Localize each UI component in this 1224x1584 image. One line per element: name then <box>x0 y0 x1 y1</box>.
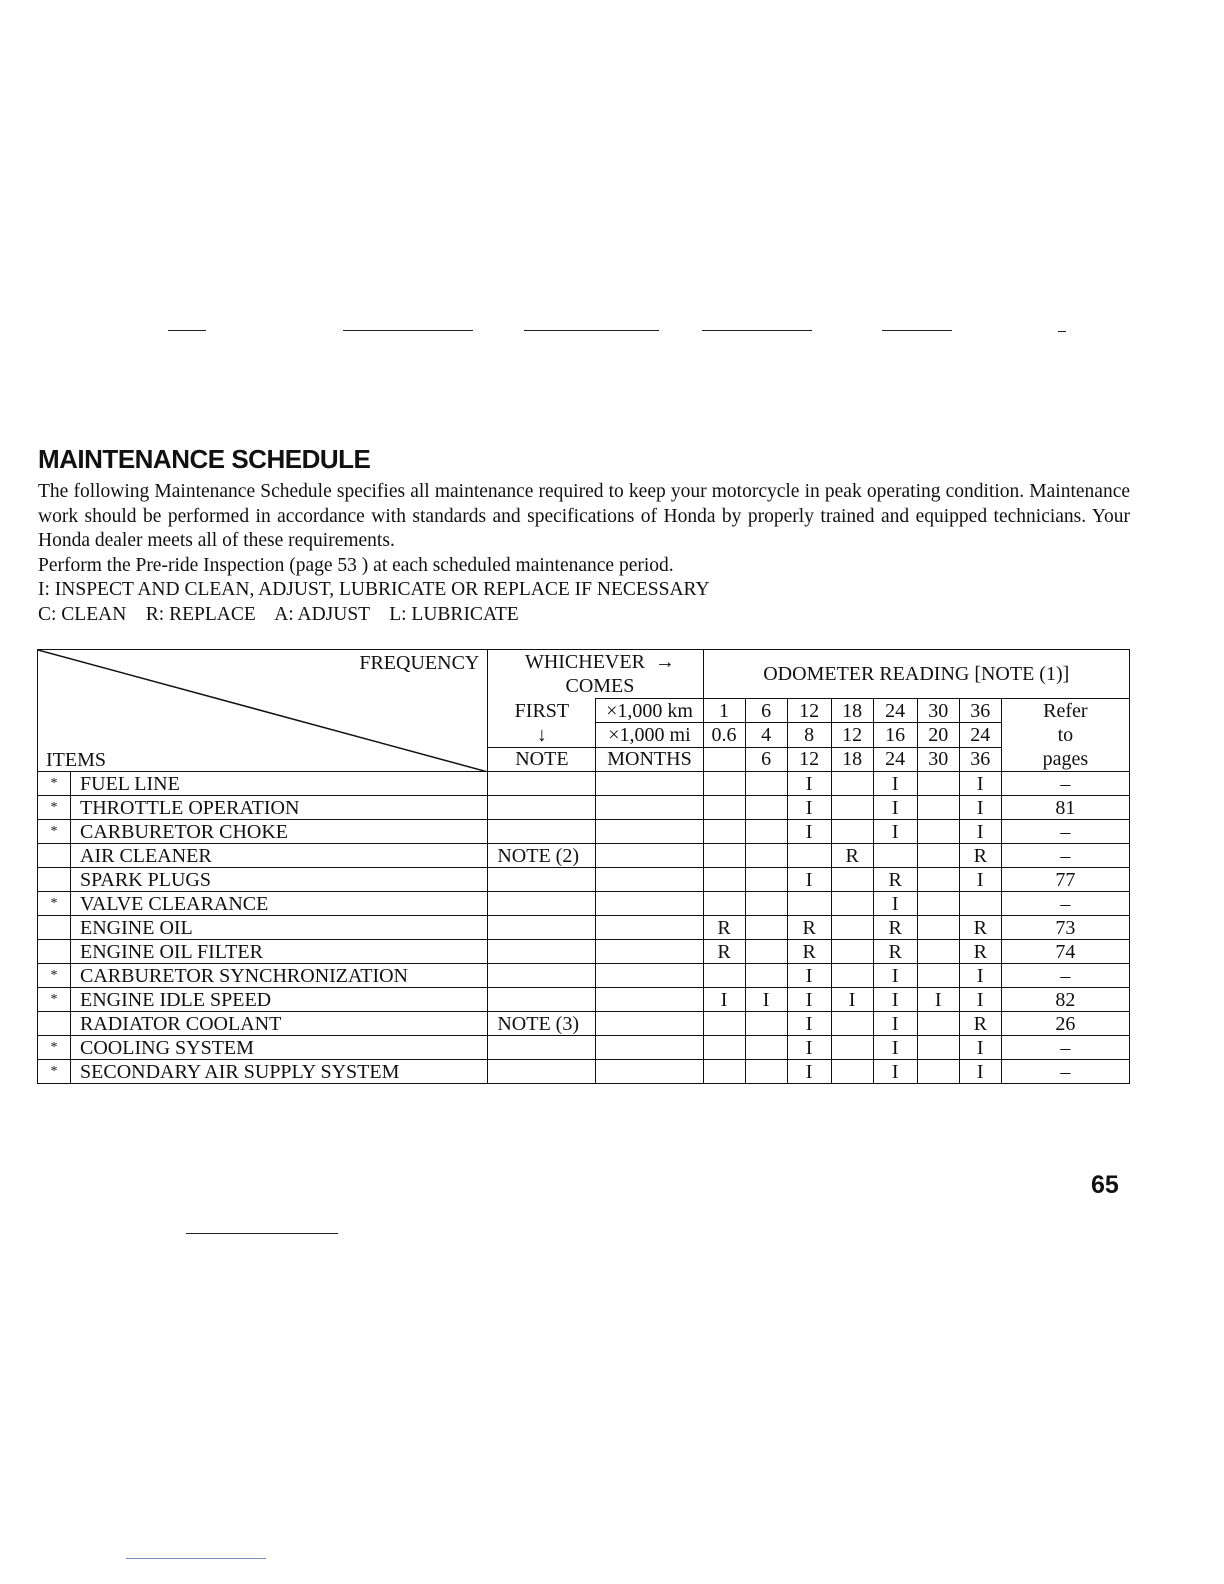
note-label: NOTE <box>488 747 596 771</box>
service-mark: I <box>873 1060 917 1084</box>
table-row <box>38 940 1130 964</box>
service-mark <box>917 796 959 820</box>
reference-page: – <box>1001 964 1129 988</box>
table-row <box>38 820 1130 844</box>
item-note <box>488 988 596 1012</box>
table-row <box>38 964 1130 988</box>
service-mark <box>831 796 873 820</box>
service-mark <box>917 964 959 988</box>
intro-paragraph: The following Maintenance Schedule specifies all maintenance required to keep your motorcycle in peak operating condition. Maintenance work should be performed in accordance with standards and specifications of Honda by properly trained and equipped technicians. Your Honda dealer meets all of these requirements. <box>38 481 1130 551</box>
reference-page: – <box>1001 892 1129 916</box>
service-mark: R <box>787 940 831 964</box>
service-mark <box>745 1012 787 1036</box>
service-mark: I <box>787 820 831 844</box>
item-name: COOLING SYSTEM <box>71 1036 488 1060</box>
service-mark <box>745 916 787 940</box>
months-cell <box>596 988 703 1012</box>
service-mark <box>745 796 787 820</box>
preride-note: Perform the Pre-ride Inspection (page 53 ) at each scheduled maintenance period. <box>38 554 674 576</box>
page-title: MAINTENANCE SCHEDULE <box>38 444 371 474</box>
service-mark <box>745 892 787 916</box>
service-mark: I <box>873 892 917 916</box>
table-row <box>38 844 1130 868</box>
service-mark <box>831 940 873 964</box>
service-mark <box>703 1012 745 1036</box>
month-value: 12 <box>787 747 831 771</box>
decorative-rule <box>168 330 206 331</box>
item-name: VALVE CLEARANCE <box>71 892 488 916</box>
item-name: SPARK PLUGS <box>71 868 488 892</box>
km-value: 24 <box>873 699 917 723</box>
odometer-header: ODOMETER READING [NOTE (1)] <box>703 650 1129 699</box>
reference-page: – <box>1001 820 1129 844</box>
service-mark <box>917 1060 959 1084</box>
table-row <box>38 916 1130 940</box>
service-mark: I <box>959 868 1001 892</box>
dealer-service-mark: * <box>38 892 71 916</box>
table-row <box>38 1036 1130 1060</box>
service-mark <box>745 964 787 988</box>
service-mark: R <box>959 844 1001 868</box>
service-mark: R <box>873 916 917 940</box>
month-value <box>703 747 745 771</box>
service-mark <box>787 892 831 916</box>
decorative-rule <box>1058 331 1066 332</box>
km-label: ×1,000 km <box>596 699 703 723</box>
service-mark: I <box>831 988 873 1012</box>
decorative-rule <box>882 330 952 331</box>
table-row <box>38 1012 1130 1036</box>
comes-label: COMES <box>565 675 635 697</box>
reference-page: 82 <box>1001 988 1129 1012</box>
dealer-service-mark <box>38 1012 71 1036</box>
service-mark <box>745 820 787 844</box>
service-mark: I <box>959 964 1001 988</box>
service-mark: I <box>787 772 831 796</box>
reference-page: 81 <box>1001 796 1129 820</box>
dealer-service-mark: * <box>38 796 71 820</box>
month-value: 6 <box>745 747 787 771</box>
month-value: 36 <box>959 747 1001 771</box>
service-mark: I <box>917 988 959 1012</box>
mi-value: 16 <box>873 723 917 747</box>
item-name: FUEL LINE <box>71 772 488 796</box>
item-name: SECONDARY AIR SUPPLY SYSTEM <box>71 1060 488 1084</box>
decorative-rule <box>343 330 473 331</box>
decorative-rule <box>126 1558 266 1559</box>
item-note <box>488 1060 596 1084</box>
whichever-label: WHICHEVER → <box>524 651 675 673</box>
decorative-rule <box>702 330 812 331</box>
km-value: 30 <box>917 699 959 723</box>
dealer-service-mark: * <box>38 964 71 988</box>
service-mark: I <box>959 1060 1001 1084</box>
item-name: ENGINE OIL FILTER <box>71 940 488 964</box>
service-mark: R <box>703 916 745 940</box>
dealer-service-mark: * <box>38 820 71 844</box>
legend-others: C: CLEAN R: REPLACE A: ADJUST L: LUBRICATE <box>38 603 519 625</box>
service-mark <box>703 1036 745 1060</box>
service-mark <box>917 844 959 868</box>
service-mark: I <box>787 1012 831 1036</box>
frequency-label: FREQUENCY <box>359 652 480 674</box>
service-mark: R <box>831 844 873 868</box>
whichever-header <box>488 650 703 699</box>
service-mark <box>831 1060 873 1084</box>
service-mark: I <box>959 988 1001 1012</box>
months-cell <box>596 820 703 844</box>
km-value: 12 <box>787 699 831 723</box>
service-mark <box>831 892 873 916</box>
items-label: ITEMS <box>46 749 106 771</box>
service-mark <box>917 1036 959 1060</box>
service-mark <box>745 868 787 892</box>
months-cell <box>596 1012 703 1036</box>
service-mark <box>787 844 831 868</box>
service-mark <box>703 772 745 796</box>
service-mark <box>831 1012 873 1036</box>
service-mark: I <box>873 772 917 796</box>
item-name: ENGINE OIL <box>71 916 488 940</box>
item-note <box>488 964 596 988</box>
table-row <box>38 892 1130 916</box>
service-mark <box>917 868 959 892</box>
item-note <box>488 1036 596 1060</box>
table-row <box>38 796 1130 820</box>
km-value: 6 <box>745 699 787 723</box>
item-note <box>488 892 596 916</box>
service-mark: I <box>959 796 1001 820</box>
header-corner-cell <box>38 650 488 772</box>
service-mark: I <box>873 1036 917 1060</box>
item-note: NOTE (3) <box>488 1012 596 1036</box>
service-mark <box>703 796 745 820</box>
service-mark: I <box>787 1036 831 1060</box>
mi-value: 20 <box>917 723 959 747</box>
month-value: 24 <box>873 747 917 771</box>
service-mark <box>745 1036 787 1060</box>
mi-value: 8 <box>787 723 831 747</box>
item-note <box>488 940 596 964</box>
pages-label: pages <box>1042 748 1089 770</box>
service-mark <box>831 820 873 844</box>
km-value: 36 <box>959 699 1001 723</box>
reference-page: – <box>1001 1060 1129 1084</box>
service-mark <box>703 964 745 988</box>
months-cell <box>596 1060 703 1084</box>
item-name: RADIATOR COOLANT <box>71 1012 488 1036</box>
service-mark: I <box>873 964 917 988</box>
item-note <box>488 820 596 844</box>
month-value: 30 <box>917 747 959 771</box>
service-mark: R <box>873 940 917 964</box>
service-mark: I <box>787 796 831 820</box>
months-cell <box>596 940 703 964</box>
service-mark: I <box>787 1060 831 1084</box>
service-mark: I <box>873 820 917 844</box>
mi-value: 0.6 <box>703 723 745 747</box>
dealer-service-mark <box>38 844 71 868</box>
arrow-down-icon: ↓ <box>488 723 596 747</box>
service-mark <box>831 1036 873 1060</box>
reference-page: 73 <box>1001 916 1129 940</box>
decorative-rule <box>186 1233 338 1234</box>
dealer-service-mark: * <box>38 772 71 796</box>
service-mark <box>917 892 959 916</box>
service-mark: R <box>787 916 831 940</box>
reference-page: 77 <box>1001 868 1129 892</box>
service-mark <box>917 1012 959 1036</box>
months-cell <box>596 772 703 796</box>
reference-page: – <box>1001 1036 1129 1060</box>
to-label: to <box>1057 724 1074 746</box>
months-cell <box>596 964 703 988</box>
service-mark: I <box>959 820 1001 844</box>
intro-block <box>38 480 1130 627</box>
service-mark <box>745 940 787 964</box>
service-mark: R <box>873 868 917 892</box>
service-mark <box>703 844 745 868</box>
item-name: ENGINE IDLE SPEED <box>71 988 488 1012</box>
months-cell <box>596 892 703 916</box>
service-mark <box>959 892 1001 916</box>
service-mark: I <box>787 988 831 1012</box>
months-cell <box>596 868 703 892</box>
dealer-service-mark <box>38 916 71 940</box>
service-mark <box>917 916 959 940</box>
service-mark <box>831 916 873 940</box>
dealer-service-mark <box>38 940 71 964</box>
service-mark: I <box>873 988 917 1012</box>
service-mark <box>917 940 959 964</box>
service-mark <box>831 964 873 988</box>
service-mark: I <box>787 964 831 988</box>
reference-page: 74 <box>1001 940 1129 964</box>
item-name: AIR CLEANER <box>71 844 488 868</box>
dealer-service-mark <box>38 868 71 892</box>
service-mark <box>745 844 787 868</box>
mi-value: 24 <box>959 723 1001 747</box>
item-name: THROTTLE OPERATION <box>71 796 488 820</box>
service-mark <box>917 772 959 796</box>
reference-page: – <box>1001 844 1129 868</box>
mi-value: 12 <box>831 723 873 747</box>
table-row <box>38 1060 1130 1084</box>
table-row <box>38 772 1130 796</box>
decorative-rule <box>524 330 659 331</box>
item-note <box>488 772 596 796</box>
service-mark: I <box>787 868 831 892</box>
service-mark <box>703 868 745 892</box>
page-number: 65 <box>1091 1171 1119 1199</box>
mi-label: ×1,000 mi <box>596 723 703 747</box>
refer-header <box>1001 699 1129 772</box>
item-note <box>488 796 596 820</box>
service-mark <box>703 1060 745 1084</box>
months-cell <box>596 796 703 820</box>
service-mark: R <box>959 940 1001 964</box>
months-cell <box>596 844 703 868</box>
service-mark: I <box>745 988 787 1012</box>
service-mark <box>917 820 959 844</box>
service-mark: I <box>959 772 1001 796</box>
table-row <box>38 988 1130 1012</box>
service-mark: R <box>703 940 745 964</box>
service-mark <box>703 820 745 844</box>
item-note <box>488 868 596 892</box>
table-row <box>38 868 1130 892</box>
first-label: FIRST <box>488 699 596 723</box>
service-mark: R <box>959 916 1001 940</box>
service-mark: R <box>959 1012 1001 1036</box>
service-mark <box>831 868 873 892</box>
months-cell <box>596 916 703 940</box>
service-mark <box>703 892 745 916</box>
legend-inspect: I: INSPECT AND CLEAN, ADJUST, LUBRICATE OR REPLACE IF NECESSARY <box>38 579 710 600</box>
service-mark: I <box>959 1036 1001 1060</box>
item-note: NOTE (2) <box>488 844 596 868</box>
mi-value: 4 <box>745 723 787 747</box>
dealer-service-mark: * <box>38 988 71 1012</box>
km-value: 18 <box>831 699 873 723</box>
service-mark <box>873 844 917 868</box>
item-name: CARBURETOR CHOKE <box>71 820 488 844</box>
months-cell <box>596 1036 703 1060</box>
reference-page: 26 <box>1001 1012 1129 1036</box>
service-mark: I <box>873 796 917 820</box>
refer-label: Refer <box>1043 700 1088 722</box>
km-value: 1 <box>703 699 745 723</box>
month-value: 18 <box>831 747 873 771</box>
dealer-service-mark: * <box>38 1060 71 1084</box>
service-mark <box>745 772 787 796</box>
item-name: CARBURETOR SYNCHRONIZATION <box>71 964 488 988</box>
service-mark <box>745 1060 787 1084</box>
service-mark <box>831 772 873 796</box>
reference-page: – <box>1001 772 1129 796</box>
dealer-service-mark: * <box>38 1036 71 1060</box>
service-mark: I <box>703 988 745 1012</box>
months-label: MONTHS <box>596 747 703 771</box>
maintenance-schedule-table <box>37 649 1130 1084</box>
service-mark: I <box>873 1012 917 1036</box>
item-note <box>488 916 596 940</box>
